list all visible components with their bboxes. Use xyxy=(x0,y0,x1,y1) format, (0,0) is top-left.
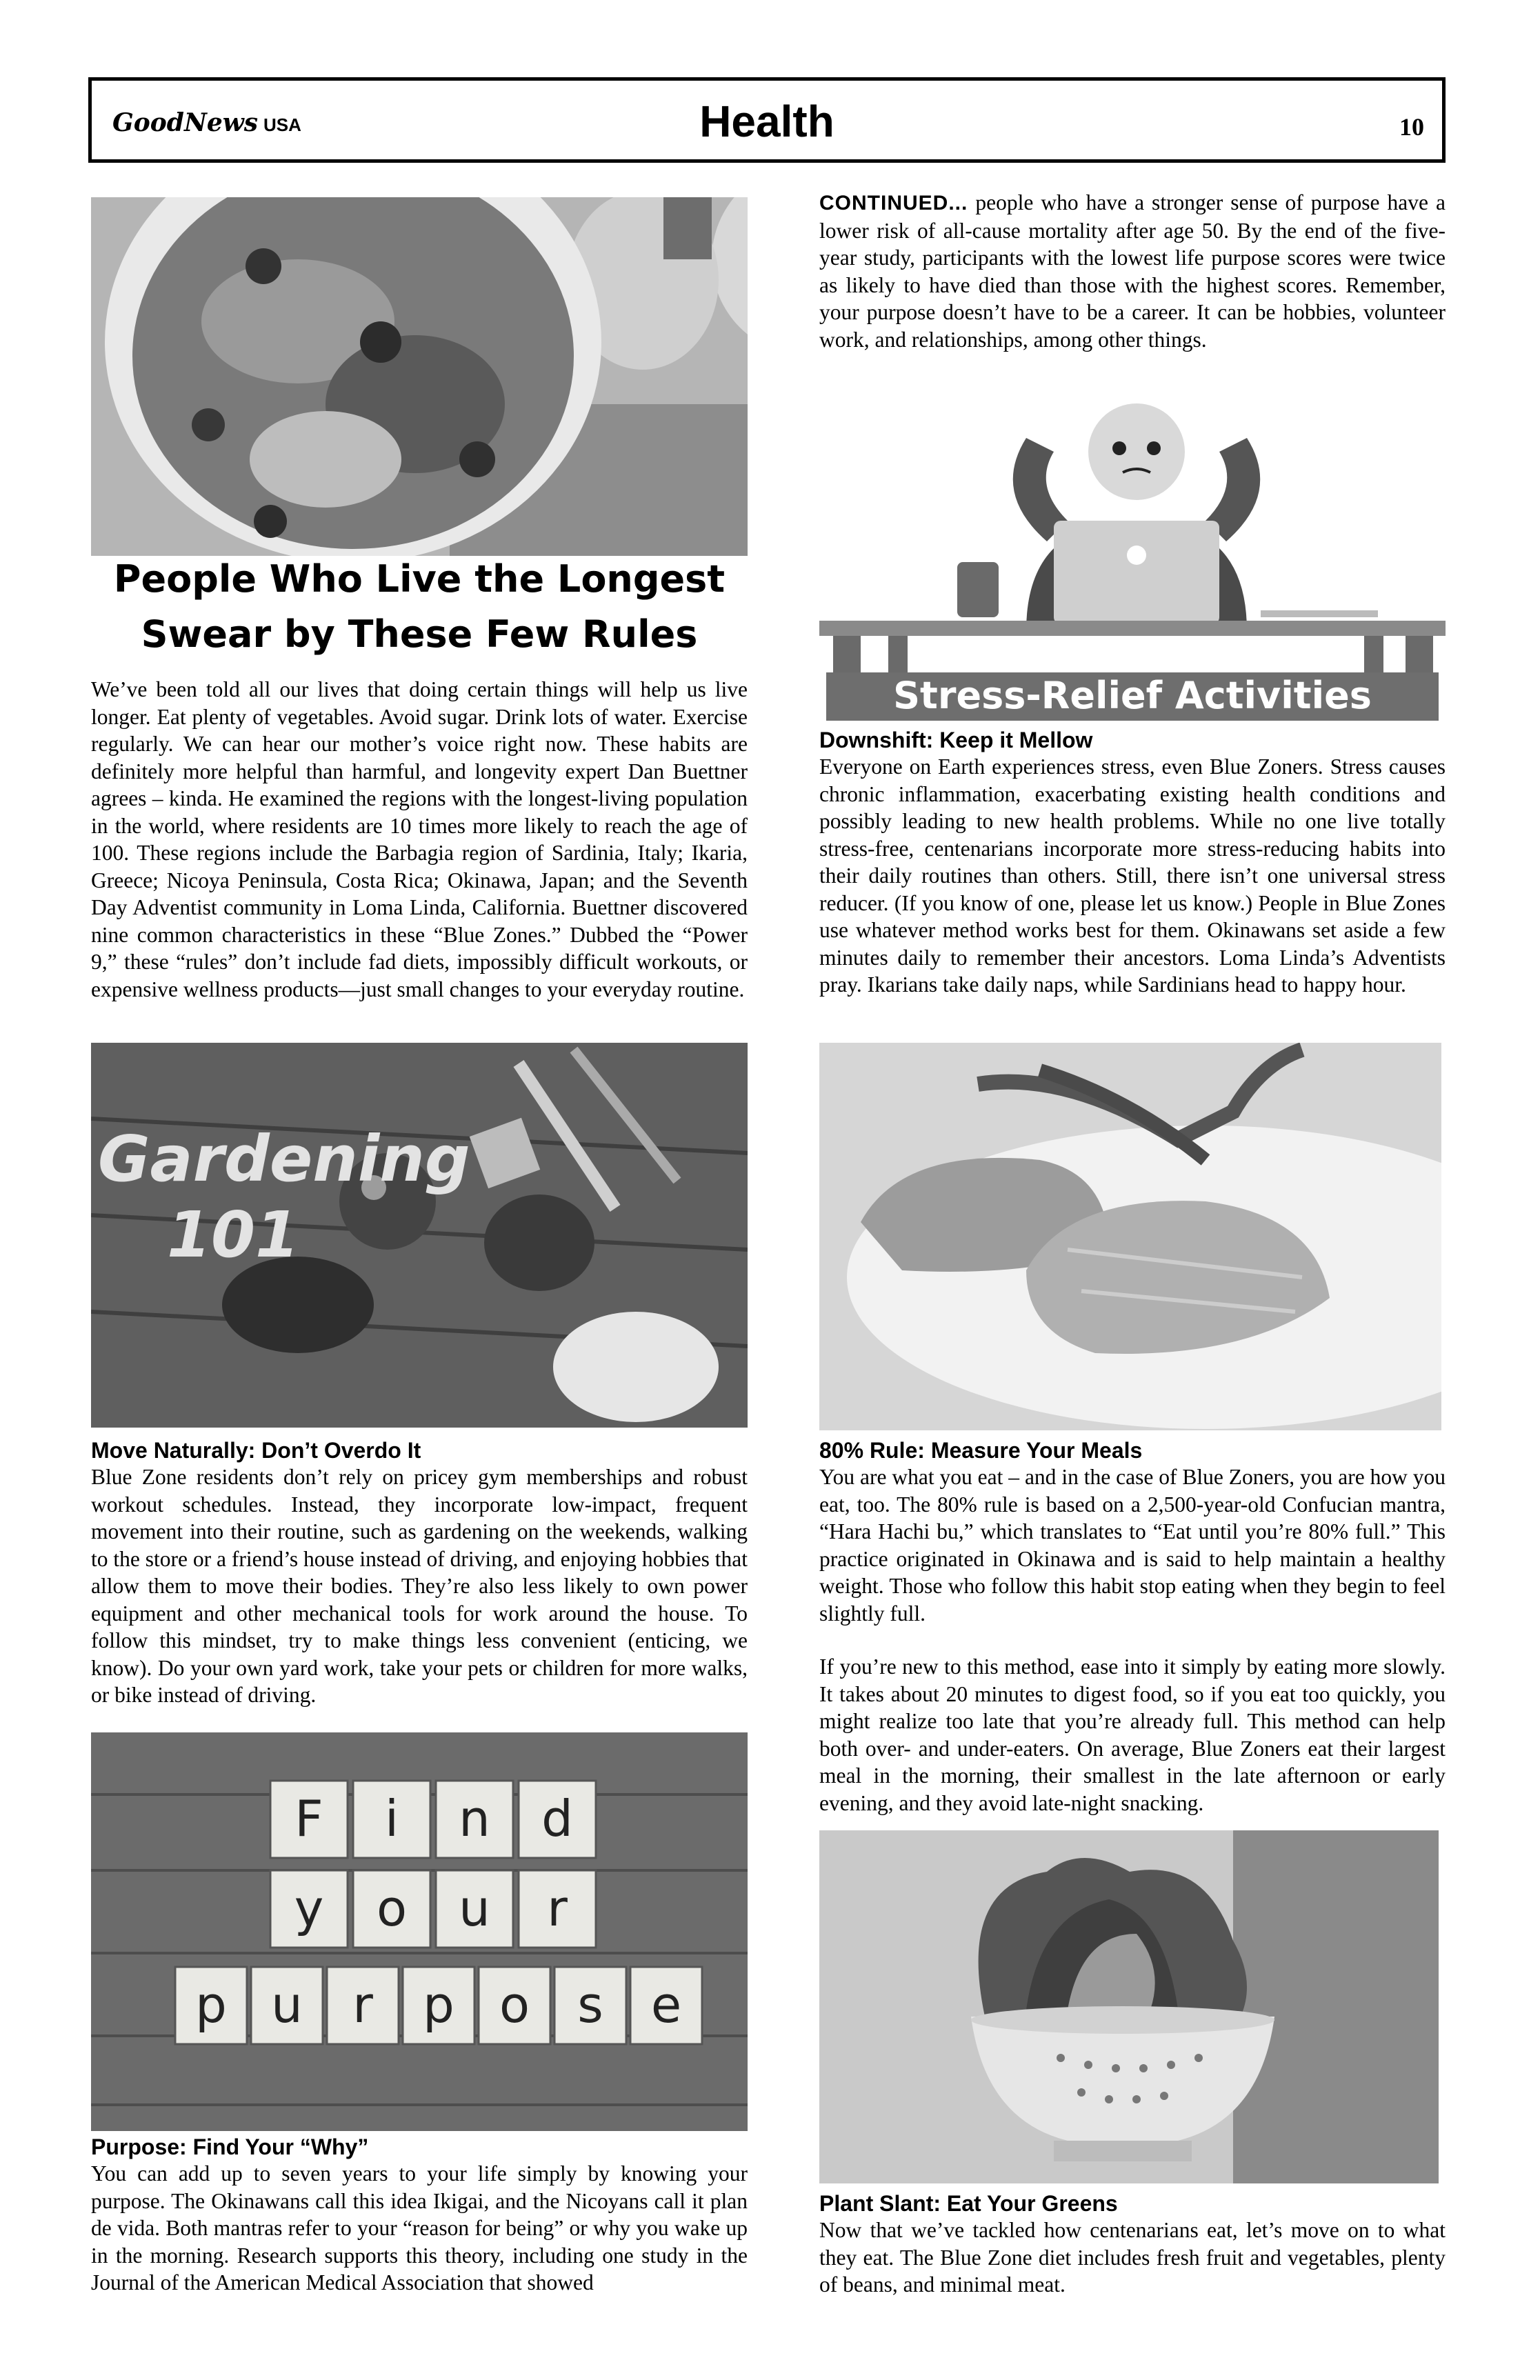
move-section xyxy=(91,1437,748,1709)
tile-letter: n xyxy=(459,1790,490,1848)
tile-letter: s xyxy=(577,1976,603,2034)
eighty-percent-paragraph-2: If you’re new to this method, ease into it simply by eating more slowly. It takes about 20 minutes to digest food, so if you eat too quickly, you might realize too late that you’re already full. This method can help both over- and under-eaters. On average, Blue Zoners eat their largest meal in the morning, their smallest in the late afternoon or early evening, and they avoid late-night snacking. xyxy=(819,1654,1446,1815)
salmon-photo xyxy=(819,1043,1441,1430)
gardening-photo xyxy=(91,1043,748,1428)
plant-slant-section xyxy=(819,2190,1446,2299)
tiles-row-purpose xyxy=(175,1967,702,2044)
page-header xyxy=(88,77,1446,163)
brand-suffix: USA xyxy=(263,114,301,135)
article-headline xyxy=(91,552,748,662)
tile-letter: p xyxy=(195,1976,227,2034)
plant-slant-title: Plant Slant: Eat Your Greens xyxy=(819,2191,1118,2216)
continued-paragraph xyxy=(819,189,1446,353)
stress-banner-text: Stress-Relief Activities xyxy=(893,674,1372,717)
section-title: Health xyxy=(699,97,834,146)
tile-letter: o xyxy=(376,1879,408,1937)
downshift-section xyxy=(819,727,1446,999)
continued-label: CONTINUED... xyxy=(819,192,968,214)
page-number: 10 xyxy=(1399,113,1424,141)
headline-line-2: Swear by These Few Rules xyxy=(141,612,698,656)
tile-letter: u xyxy=(271,1976,303,2034)
tile-letter: e xyxy=(650,1976,682,2034)
move-title: Move Naturally: Don’t Overdo It xyxy=(91,1438,421,1463)
stress-illustration xyxy=(819,369,1446,721)
headline-line-1: People Who Live the Longest xyxy=(113,557,726,601)
downshift-title: Downshift: Keep it Mellow xyxy=(819,728,1093,752)
eighty-percent-paragraph-1: You are what you eat – and in the case of Blue Zoners, you are how you eat, too. The 80% rule is based on a 2,500-year-old Confucian mantra, “Hara Hachi bu,” which translates to “Eat until you’re 80% full.” This practice originated in Okinawa and is said to help maintain a healthy weight. Those who follow this habit stop eating when they begin to feel slightly full. xyxy=(819,1465,1446,1626)
tile-letter: p xyxy=(423,1976,454,2034)
purpose-title: Purpose: Find Your “Why” xyxy=(91,2134,369,2159)
purpose-text: You can add up to seven years to your life simply by knowing your purpose. The Okinawans call this idea Ikigai, and the Nicoyans call it plan de vida. Both mantras refer to your “reason for being” or why you wake up in the morning. Research supports this theory, including one study in the Journal of the American Medical Association that showed xyxy=(91,2161,748,2294)
eighty-percent-section xyxy=(819,1437,1446,1817)
purpose-section xyxy=(91,2134,748,2297)
intro-paragraph: We’ve been told all our lives that doing certain things will help us live longer. Eat plenty of vegetables. Avoid sugar. Drink lots of water. Exercise regularly. We can hear our mother’s voice right now. These habits are definitely more helpful than harmful, and longevity expert Dan Buettner agrees – kinda. He examined the regions with the longest-living population in the world, where residents are 10 times more likely to reach the age of 100. These regions include the Barbagia region of Sardinia, Italy; Ikaria, Greece; Nicoya Peninsula, Costa Rica; Okinawa, Japan; and the Seventh Day Adventist community in Loma Linda, California. Buettner discovered nine common characteristics in these “Blue Zones.” Dubbed the “Power 9,” these “rules” don’t include fad diets, impossibly difficult workouts, or expensive wellness products—just small changes to your everyday routine. xyxy=(91,677,748,1001)
tile-letter: r xyxy=(352,1976,373,2034)
brand-name: GoodNews xyxy=(112,108,259,137)
tile-letter: u xyxy=(459,1879,490,1937)
find-your-purpose-photo xyxy=(91,1732,748,2131)
tile-letter: y xyxy=(294,1879,324,1937)
tile-letter: d xyxy=(541,1790,573,1848)
salad-photo xyxy=(91,197,748,556)
tile-letter: r xyxy=(547,1879,568,1937)
plant-slant-text: Now that we’ve tackled how centenarians eat, let’s move on to what they eat. The Blue Zone diet includes fresh fruit and vegetables, plenty of beans, and minimal meat. xyxy=(819,2218,1446,2297)
lettuce-colander-photo xyxy=(819,1830,1439,2183)
downshift-text: Everyone on Earth experiences stress, even Blue Zoners. Stress causes chronic inflammation, exacerbating existing health conditions and possibly leading to new health problems. While no one live totally stress-free, centenarians incorporate more stress-reducing habits into their daily routines than others. Still, there isn’t one universal stress reducer. (If you know of one, please let us know.) People in Blue Zones use whatever method works best for them. Okinawans set aside a few minutes daily to remember their ancestors. Loma Linda’s Adventists pray. Ikarians take daily naps, while Sardinians head to happy hour. xyxy=(819,754,1446,997)
tile-letter: i xyxy=(384,1790,399,1848)
continued-text: people who have a stronger sense of purpose have a lower risk of all-cause mortality after age 50. By the end of the five-year study, participants with the lowest life purpose scores were twice as likely to have died than those with the highest scores. Remember, your purpose doesn’t have to be a career. It can be hobbies, volunteer work, and relationships, among other things. xyxy=(819,190,1446,352)
gardening-subtitle: 101 xyxy=(167,1198,300,1272)
move-text: Blue Zone residents don’t rely on pricey gym memberships and robust workout schedules. Instead, they incorporate low-impact, frequent movement into their routine, such as gardening on the weekends, walking to the store or a friend’s house instead of driving, and enjoying hobbies that allow them to move their bodies. They’re also less likely to own power equipment and other mechanical tools for work around the house. To follow this mindset, try to make things less convenient (enticing, we know). Do your own yard work, take your pets or children for more walks, or bike instead of driving. xyxy=(91,1465,748,1707)
tile-letter: F xyxy=(294,1790,323,1848)
eighty-percent-title: 80% Rule: Measure Your Meals xyxy=(819,1438,1143,1463)
gardening-title: Gardening xyxy=(98,1122,470,1196)
tile-letter: o xyxy=(499,1976,530,2034)
